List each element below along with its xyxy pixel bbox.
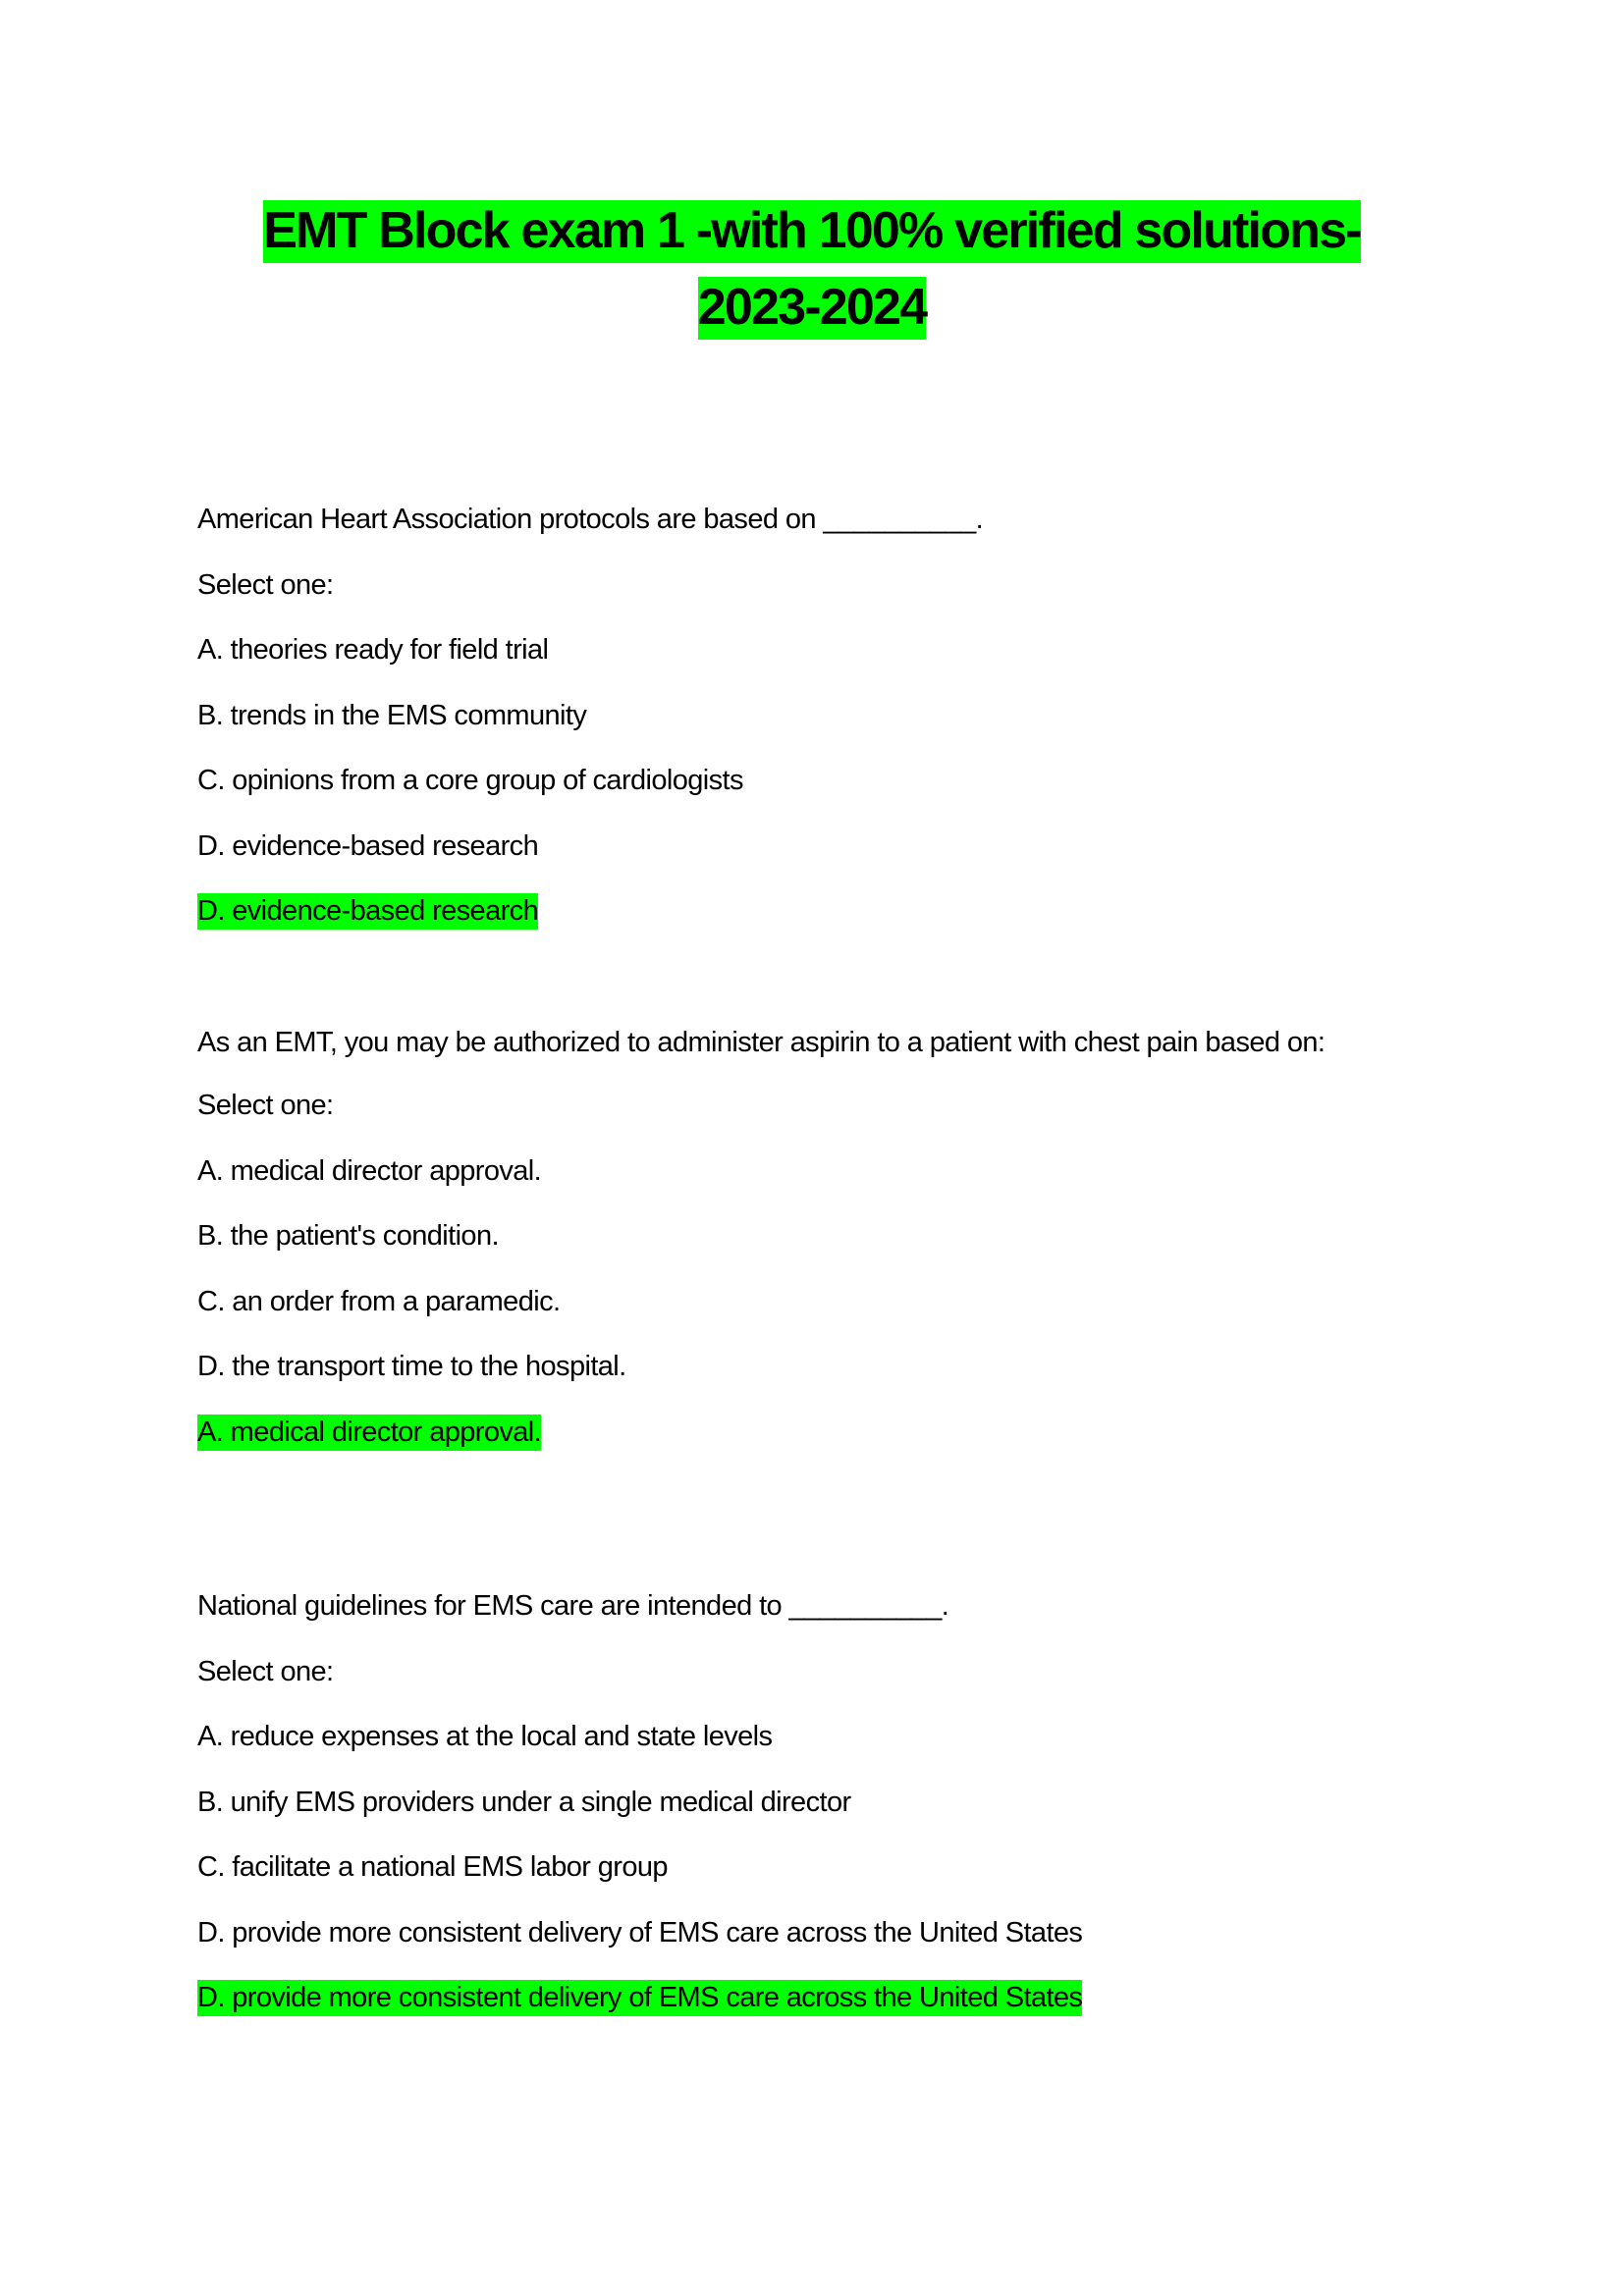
- answer-highlight: A. medical director approval.: [197, 1415, 541, 1451]
- question-prompt: American Heart Association protocols are based on __________.: [197, 504, 984, 535]
- option-d: D. the transport time to the hospital.: [197, 1351, 626, 1382]
- option-c: C. an order from a paramedic.: [197, 1285, 561, 1317]
- answer-highlight: D. evidence-based research: [197, 893, 538, 930]
- option-b: B. unify EMS providers under a single medical director: [197, 1786, 851, 1818]
- option-d: D. provide more consistent delivery of EMS care across the United States: [197, 1916, 1083, 1949]
- question-1: [197, 500, 1435, 957]
- select-instruction: Select one:: [197, 1655, 334, 1687]
- option-b: B. the patient's condition.: [197, 1220, 499, 1252]
- option-a: A. reduce expenses at the local and state levels: [197, 1721, 773, 1752]
- option-c: C. opinions from a core group of cardiologists: [197, 765, 743, 796]
- correct-answer: [197, 1413, 1435, 1478]
- correct-answer: [197, 891, 1435, 957]
- question-prompt: National guidelines for EMS care are intended to __________.: [197, 1590, 949, 1622]
- question-prompt: As an EMT, you may be authorized to administer aspirin to a patient with chest pain based on:: [197, 1027, 1326, 1058]
- option-a: A. medical director approval.: [197, 1154, 542, 1187]
- question-3: [197, 1586, 1435, 2044]
- document-title: [0, 192, 1624, 346]
- option-c: C. facilitate a national EMS labor group: [197, 1851, 668, 1883]
- option-d: D. evidence-based research: [197, 829, 539, 862]
- correct-answer: [197, 1978, 1435, 2044]
- question-2: [197, 1021, 1435, 1477]
- option-a: A. theories ready for field trial: [197, 634, 549, 666]
- title-line-1: EMT Block exam 1 -with 100% verified solutions-: [263, 200, 1361, 263]
- option-b: B. trends in the EMS community: [197, 699, 587, 731]
- answer-highlight: D. provide more consistent delivery of EMS care across the United States: [197, 1980, 1082, 2016]
- select-instruction: Select one:: [197, 568, 334, 601]
- title-line-2: 2023-2024: [698, 277, 926, 340]
- select-instruction: Select one:: [197, 1090, 334, 1121]
